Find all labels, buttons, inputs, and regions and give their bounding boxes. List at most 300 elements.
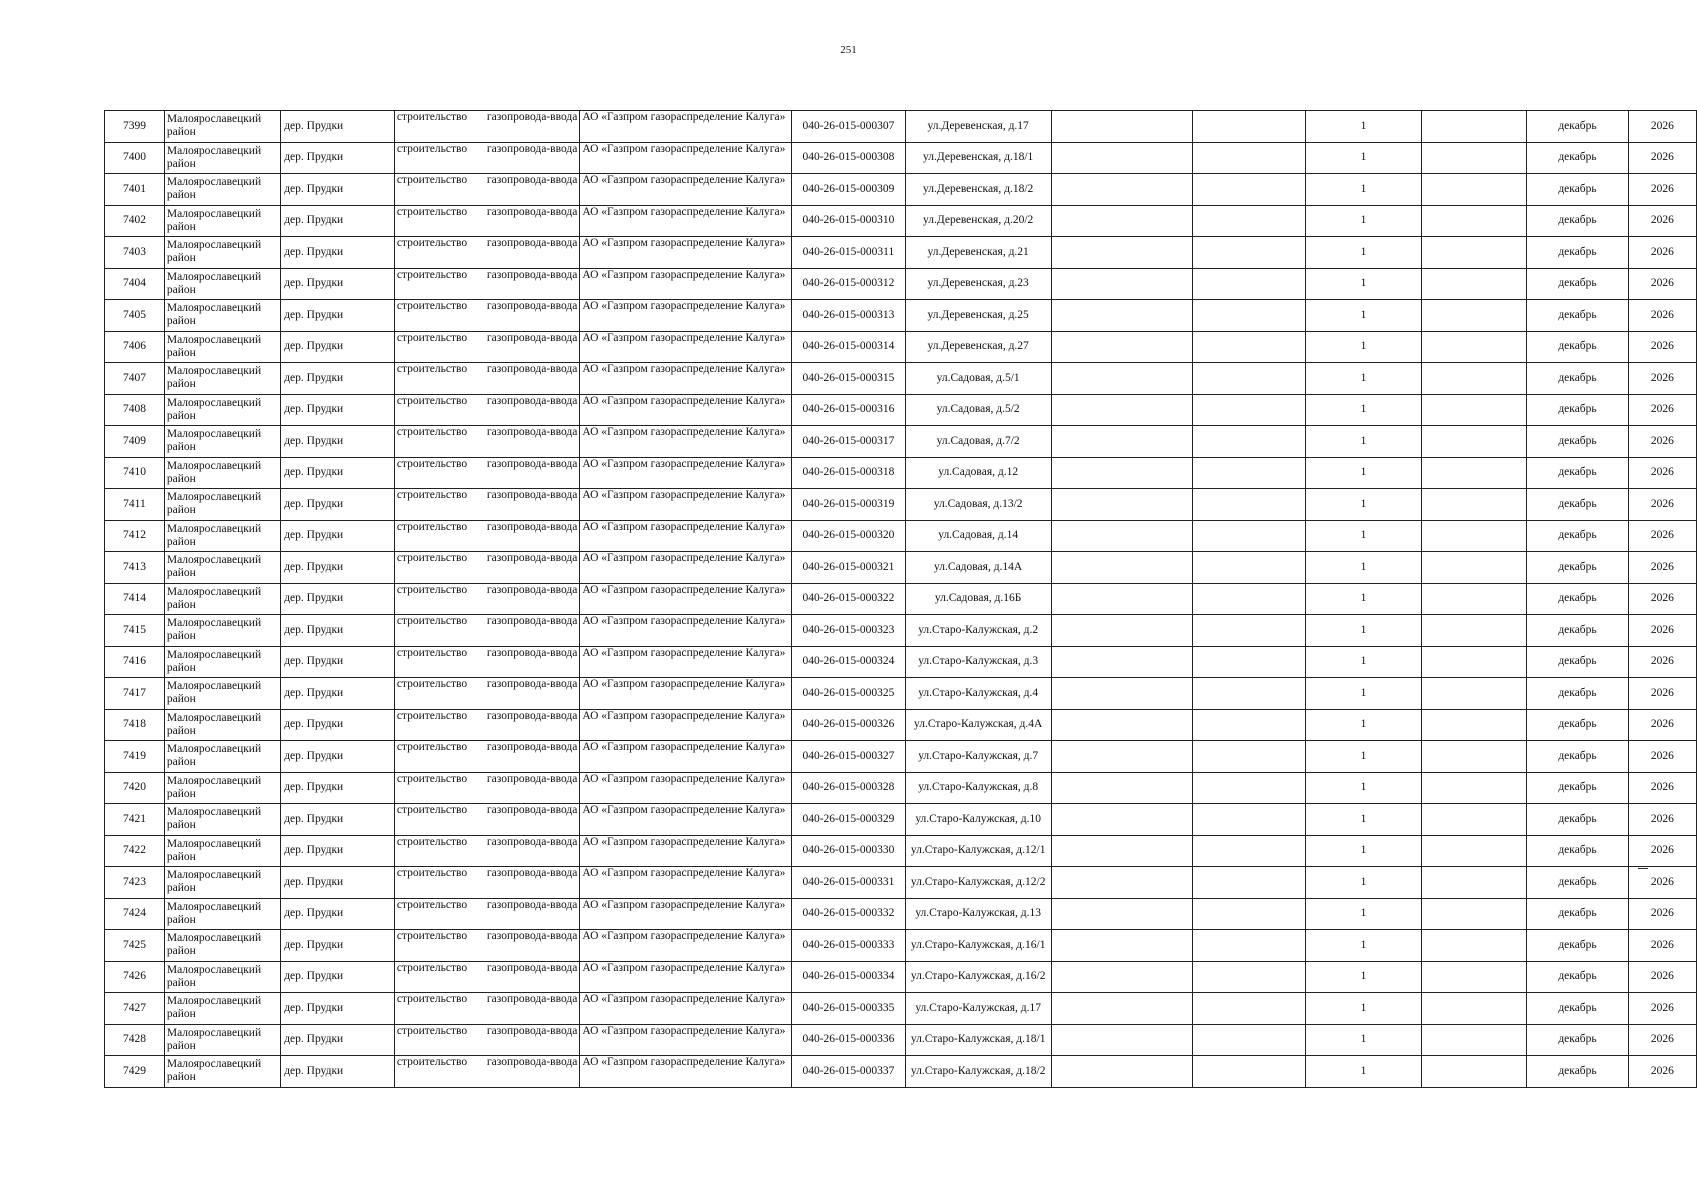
settlement-cell: дер. Прудки — [281, 552, 395, 584]
address-cell: ул.Деревенская, д.27 — [905, 331, 1051, 363]
quantity-cell: 1 — [1305, 583, 1421, 615]
organization-cell — [580, 804, 792, 836]
row-number: 7423 — [105, 867, 165, 899]
empty-cell — [1051, 331, 1193, 363]
organization-cell — [580, 961, 792, 993]
district-cell: Малоярославецкий район — [164, 930, 280, 962]
empty-cell — [1193, 930, 1305, 962]
month-cell: декабрь — [1527, 426, 1629, 458]
organization-text: АО «Газпром газораспределение Калуга» — [582, 300, 786, 312]
settlement-cell: дер. Прудки — [281, 615, 395, 647]
page-number: 251 — [840, 44, 857, 56]
row-number: 7413 — [105, 552, 165, 584]
organization-text: АО «Газпром газораспределение Калуга» — [582, 268, 786, 281]
empty-cell — [1422, 237, 1527, 269]
month-cell: декабрь — [1527, 300, 1629, 332]
object-code-cell: 040-26-015-000332 — [792, 898, 905, 930]
address-cell: ул.Садовая, д.5/2 — [905, 394, 1051, 426]
quantity-cell: 1 — [1305, 1056, 1421, 1088]
organization-text: АО «Газпром газораспределение Калуга» — [582, 930, 786, 942]
settlement-cell: дер. Прудки — [281, 142, 395, 174]
empty-cell — [1193, 867, 1305, 899]
district-cell: Малоярославецкий район — [164, 457, 280, 489]
row-number: 7429 — [105, 1056, 165, 1088]
empty-cell — [1422, 993, 1527, 1025]
district-cell: Малоярославецкий район — [164, 426, 280, 458]
empty-cell — [1051, 174, 1193, 206]
object-code-cell: 040-26-015-000309 — [792, 174, 905, 206]
year-cell: 2026 — [1628, 457, 1696, 489]
month-cell: декабрь — [1527, 646, 1629, 678]
row-number: 7408 — [105, 394, 165, 426]
object-code-cell: 040-26-015-000312 — [792, 268, 905, 300]
work-type-cell — [394, 300, 580, 332]
empty-cell — [1422, 394, 1527, 426]
organization-cell — [580, 615, 792, 647]
table-row — [105, 772, 1697, 804]
object-code-cell: 040-26-015-000325 — [792, 678, 905, 710]
empty-cell — [1422, 457, 1527, 489]
year-cell: 2026 — [1628, 1024, 1696, 1056]
work-type-cell — [394, 835, 580, 867]
empty-cell — [1422, 741, 1527, 773]
organization-cell — [580, 583, 792, 615]
district-cell: Малоярославецкий район — [164, 961, 280, 993]
empty-cell — [1193, 489, 1305, 521]
empty-cell — [1422, 804, 1527, 836]
organization-cell — [580, 237, 792, 269]
table-row — [105, 111, 1697, 143]
address-cell: ул.Старо-Калужская, д.3 — [905, 646, 1051, 678]
organization-cell — [580, 205, 792, 237]
table-row — [105, 646, 1697, 678]
year-cell: 2026 — [1628, 300, 1696, 332]
organization-cell — [580, 1024, 792, 1056]
organization-cell — [580, 111, 792, 143]
empty-cell — [1051, 583, 1193, 615]
settlement-cell: дер. Прудки — [281, 930, 395, 962]
empty-cell — [1051, 142, 1193, 174]
month-cell: декабрь — [1527, 741, 1629, 773]
year-cell: 2026 — [1628, 394, 1696, 426]
year-cell: 2026 — [1628, 237, 1696, 269]
work-type-cell — [394, 111, 580, 143]
empty-cell — [1051, 898, 1193, 930]
empty-cell — [1051, 804, 1193, 836]
empty-cell — [1051, 930, 1193, 962]
table-row — [105, 1056, 1697, 1088]
quantity-cell: 1 — [1305, 709, 1421, 741]
table-row — [105, 741, 1697, 773]
table-row — [105, 583, 1697, 615]
settlement-cell: дер. Прудки — [281, 489, 395, 521]
year-cell: 2026 — [1628, 331, 1696, 363]
table-row — [105, 930, 1697, 962]
address-cell: ул.Старо-Калужская, д.2 — [905, 615, 1051, 647]
work-type-cell — [394, 646, 580, 678]
empty-cell — [1193, 426, 1305, 458]
month-cell: декабрь — [1527, 520, 1629, 552]
empty-cell — [1422, 174, 1527, 206]
empty-cell — [1422, 426, 1527, 458]
organization-cell — [580, 142, 792, 174]
address-cell: ул.Деревенская, д.21 — [905, 237, 1051, 269]
settlement-cell: дер. Прудки — [281, 867, 395, 899]
organization-cell — [580, 552, 792, 584]
district-cell: Малоярославецкий район — [164, 898, 280, 930]
address-cell: ул.Старо-Калужская, д.18/1 — [905, 1024, 1051, 1056]
organization-text: АО «Газпром газораспределение Калуга» — [582, 237, 786, 249]
empty-cell — [1193, 709, 1305, 741]
empty-cell — [1051, 457, 1193, 489]
month-cell: декабрь — [1527, 804, 1629, 836]
settlement-cell: дер. Прудки — [281, 898, 395, 930]
object-code-cell: 040-26-015-000313 — [792, 300, 905, 332]
quantity-cell: 1 — [1305, 835, 1421, 867]
quantity-cell: 1 — [1305, 363, 1421, 395]
work-type-cell — [394, 489, 580, 521]
district-cell: Малоярославецкий район — [164, 489, 280, 521]
address-cell: ул.Деревенская, д.23 — [905, 268, 1051, 300]
empty-cell — [1051, 205, 1193, 237]
organization-text: АО «Газпром газораспределение Калуга» — [582, 111, 786, 123]
table-row — [105, 961, 1697, 993]
organization-cell — [580, 709, 792, 741]
margin-mark — [1638, 868, 1648, 869]
organization-text: АО «Газпром газораспределение Калуга» — [582, 741, 786, 753]
table-row — [105, 678, 1697, 710]
organization-cell — [580, 741, 792, 773]
year-cell: 2026 — [1628, 363, 1696, 395]
object-code-cell: 040-26-015-000317 — [792, 426, 905, 458]
district-cell: Малоярославецкий район — [164, 709, 280, 741]
work-type-text: строительство газопровода-ввода — [396, 615, 578, 627]
empty-cell — [1422, 678, 1527, 710]
empty-cell — [1422, 111, 1527, 143]
address-cell: ул.Садовая, д.13/2 — [905, 489, 1051, 521]
empty-cell — [1422, 489, 1527, 521]
work-type-cell — [394, 961, 580, 993]
quantity-cell: 1 — [1305, 520, 1421, 552]
month-cell: декабрь — [1527, 835, 1629, 867]
work-type-text: строительство газопровода-ввода — [396, 331, 578, 344]
work-type-cell — [394, 363, 580, 395]
organization-text: АО «Газпром газораспределение Калуга» — [582, 363, 786, 375]
row-number: 7428 — [105, 1024, 165, 1056]
work-type-cell — [394, 678, 580, 710]
row-number: 7416 — [105, 646, 165, 678]
year-cell: 2026 — [1628, 174, 1696, 206]
quantity-cell: 1 — [1305, 489, 1421, 521]
district-cell: Малоярославецкий район — [164, 741, 280, 773]
work-type-cell — [394, 1024, 580, 1056]
quantity-cell: 1 — [1305, 174, 1421, 206]
address-cell: ул.Садовая, д.14 — [905, 520, 1051, 552]
organization-text: АО «Газпром газораспределение Калуга» — [582, 709, 786, 722]
district-cell: Малоярославецкий район — [164, 552, 280, 584]
year-cell: 2026 — [1628, 993, 1696, 1025]
empty-cell — [1422, 709, 1527, 741]
year-cell: 2026 — [1628, 961, 1696, 993]
work-type-text: строительство газопровода-ввода — [396, 1024, 578, 1037]
work-type-cell — [394, 993, 580, 1025]
address-cell: ул.Садовая, д.7/2 — [905, 426, 1051, 458]
year-cell: 2026 — [1628, 489, 1696, 521]
row-number: 7406 — [105, 331, 165, 363]
month-cell: декабрь — [1527, 898, 1629, 930]
work-type-text: строительство газопровода-ввода — [396, 709, 578, 722]
quantity-cell: 1 — [1305, 300, 1421, 332]
object-code-cell: 040-26-015-000310 — [792, 205, 905, 237]
table-row — [105, 426, 1697, 458]
empty-cell — [1422, 646, 1527, 678]
empty-cell — [1193, 300, 1305, 332]
work-type-text: строительство газопровода-ввода — [396, 237, 578, 249]
organization-cell — [580, 520, 792, 552]
district-cell: Малоярославецкий район — [164, 1024, 280, 1056]
empty-cell — [1193, 583, 1305, 615]
year-cell: 2026 — [1628, 867, 1696, 899]
month-cell: декабрь — [1527, 772, 1629, 804]
empty-cell — [1193, 678, 1305, 710]
address-cell: ул.Садовая, д.12 — [905, 457, 1051, 489]
month-cell: декабрь — [1527, 615, 1629, 647]
organization-text: АО «Газпром газораспределение Калуга» — [582, 867, 786, 879]
settlement-cell: дер. Прудки — [281, 741, 395, 773]
address-cell: ул.Садовая, д.5/1 — [905, 363, 1051, 395]
empty-cell — [1422, 552, 1527, 584]
empty-cell — [1051, 489, 1193, 521]
address-cell: ул.Деревенская, д.18/1 — [905, 142, 1051, 174]
district-cell: Малоярославецкий район — [164, 583, 280, 615]
organization-text: АО «Газпром газораспределение Калуга» — [582, 583, 786, 596]
district-cell: Малоярославецкий район — [164, 268, 280, 300]
empty-cell — [1193, 520, 1305, 552]
quantity-cell: 1 — [1305, 237, 1421, 269]
month-cell: декабрь — [1527, 678, 1629, 710]
empty-cell — [1422, 268, 1527, 300]
settlement-cell: дер. Прудки — [281, 111, 395, 143]
empty-cell — [1051, 1024, 1193, 1056]
work-type-cell — [394, 583, 580, 615]
quantity-cell: 1 — [1305, 394, 1421, 426]
settlement-cell: дер. Прудки — [281, 678, 395, 710]
object-code-cell: 040-26-015-000318 — [792, 457, 905, 489]
district-cell: Малоярославецкий район — [164, 300, 280, 332]
work-type-cell — [394, 615, 580, 647]
month-cell: декабрь — [1527, 331, 1629, 363]
work-type-text: строительство газопровода-ввода — [396, 363, 578, 375]
year-cell: 2026 — [1628, 709, 1696, 741]
quantity-cell: 1 — [1305, 552, 1421, 584]
organization-text: АО «Газпром газораспределение Калуга» — [582, 993, 786, 1005]
month-cell: декабрь — [1527, 111, 1629, 143]
year-cell: 2026 — [1628, 142, 1696, 174]
quantity-cell: 1 — [1305, 804, 1421, 836]
organization-cell — [580, 331, 792, 363]
year-cell: 2026 — [1628, 426, 1696, 458]
empty-cell — [1422, 1056, 1527, 1088]
object-code-cell: 040-26-015-000315 — [792, 363, 905, 395]
address-cell: ул.Старо-Калужская, д.12/1 — [905, 835, 1051, 867]
district-cell: Малоярославецкий район — [164, 142, 280, 174]
empty-cell — [1193, 394, 1305, 426]
organization-text: АО «Газпром газораспределение Калуга» — [582, 457, 786, 470]
row-number: 7417 — [105, 678, 165, 710]
empty-cell — [1051, 993, 1193, 1025]
object-code-cell: 040-26-015-000316 — [792, 394, 905, 426]
settlement-cell: дер. Прудки — [281, 331, 395, 363]
settlement-cell: дер. Прудки — [281, 363, 395, 395]
work-type-text: строительство газопровода-ввода — [396, 268, 578, 281]
empty-cell — [1422, 1024, 1527, 1056]
work-type-text: строительство газопровода-ввода — [396, 489, 578, 501]
row-number: 7399 — [105, 111, 165, 143]
organization-text: АО «Газпром газораспределение Калуга» — [582, 142, 786, 155]
empty-cell — [1422, 867, 1527, 899]
work-type-text: строительство газопровода-ввода — [396, 835, 578, 848]
work-type-cell — [394, 394, 580, 426]
month-cell: декабрь — [1527, 993, 1629, 1025]
district-cell: Малоярославецкий район — [164, 804, 280, 836]
address-cell: ул.Деревенская, д.25 — [905, 300, 1051, 332]
object-code-cell: 040-26-015-000328 — [792, 772, 905, 804]
year-cell: 2026 — [1628, 111, 1696, 143]
quantity-cell: 1 — [1305, 111, 1421, 143]
row-number: 7422 — [105, 835, 165, 867]
district-cell: Малоярославецкий район — [164, 237, 280, 269]
organization-text: АО «Газпром газораспределение Калуга» — [582, 394, 786, 407]
settlement-cell: дер. Прудки — [281, 993, 395, 1025]
table-row — [105, 300, 1697, 332]
work-type-text: строительство газопровода-ввода — [396, 961, 578, 974]
empty-cell — [1193, 1024, 1305, 1056]
work-type-cell — [394, 331, 580, 363]
organization-text: АО «Газпром газораспределение Калуга» — [582, 898, 786, 911]
district-cell: Малоярославецкий район — [164, 678, 280, 710]
work-type-text: строительство газопровода-ввода — [396, 205, 578, 218]
quantity-cell: 1 — [1305, 898, 1421, 930]
address-cell: ул.Старо-Калужская, д.4 — [905, 678, 1051, 710]
table-row — [105, 835, 1697, 867]
empty-cell — [1422, 961, 1527, 993]
object-code-cell: 040-26-015-000334 — [792, 961, 905, 993]
empty-cell — [1051, 111, 1193, 143]
table-row — [105, 552, 1697, 584]
table-row — [105, 331, 1697, 363]
empty-cell — [1051, 741, 1193, 773]
settlement-cell: дер. Прудки — [281, 268, 395, 300]
quantity-cell: 1 — [1305, 772, 1421, 804]
year-cell: 2026 — [1628, 646, 1696, 678]
empty-cell — [1422, 300, 1527, 332]
table-row — [105, 268, 1697, 300]
object-code-cell: 040-26-015-000337 — [792, 1056, 905, 1088]
empty-cell — [1193, 961, 1305, 993]
work-type-cell — [394, 709, 580, 741]
work-type-text: строительство газопровода-ввода — [396, 520, 578, 533]
table-body — [105, 111, 1697, 1088]
organization-cell — [580, 867, 792, 899]
table-row — [105, 615, 1697, 647]
quantity-cell: 1 — [1305, 646, 1421, 678]
empty-cell — [1193, 205, 1305, 237]
table-row — [105, 520, 1697, 552]
gasification-register-table — [104, 110, 1697, 1088]
district-cell: Малоярославецкий район — [164, 867, 280, 899]
work-type-cell — [394, 867, 580, 899]
quantity-cell: 1 — [1305, 142, 1421, 174]
year-cell: 2026 — [1628, 520, 1696, 552]
empty-cell — [1193, 142, 1305, 174]
organization-cell — [580, 300, 792, 332]
organization-text: АО «Газпром газораспределение Калуга» — [582, 174, 786, 186]
work-type-text: строительство газопровода-ввода — [396, 804, 578, 816]
quantity-cell: 1 — [1305, 930, 1421, 962]
month-cell: декабрь — [1527, 867, 1629, 899]
empty-cell — [1051, 1056, 1193, 1088]
organization-cell — [580, 993, 792, 1025]
address-cell: ул.Садовая, д.16Б — [905, 583, 1051, 615]
organization-text: АО «Газпром газораспределение Калуга» — [582, 961, 786, 974]
table-row — [105, 898, 1697, 930]
empty-cell — [1051, 237, 1193, 269]
work-type-cell — [394, 741, 580, 773]
empty-cell — [1193, 111, 1305, 143]
settlement-cell: дер. Прудки — [281, 646, 395, 678]
row-number: 7426 — [105, 961, 165, 993]
address-cell: ул.Старо-Калужская, д.16/1 — [905, 930, 1051, 962]
empty-cell — [1422, 772, 1527, 804]
empty-cell — [1193, 331, 1305, 363]
address-cell: ул.Старо-Калужская, д.7 — [905, 741, 1051, 773]
object-code-cell: 040-26-015-000322 — [792, 583, 905, 615]
month-cell: декабрь — [1527, 268, 1629, 300]
year-cell: 2026 — [1628, 615, 1696, 647]
work-type-text: строительство газопровода-ввода — [396, 552, 578, 564]
organization-cell — [580, 678, 792, 710]
address-cell: ул.Старо-Калужская, д.17 — [905, 993, 1051, 1025]
quantity-cell: 1 — [1305, 1024, 1421, 1056]
empty-cell — [1193, 1056, 1305, 1088]
address-cell: ул.Старо-Калужская, д.12/2 — [905, 867, 1051, 899]
work-type-text: строительство газопровода-ввода — [396, 426, 578, 438]
row-number: 7402 — [105, 205, 165, 237]
settlement-cell: дер. Прудки — [281, 205, 395, 237]
organization-text: АО «Газпром газораспределение Калуга» — [582, 520, 786, 533]
empty-cell — [1193, 363, 1305, 395]
table-row — [105, 804, 1697, 836]
district-cell: Малоярославецкий район — [164, 835, 280, 867]
organization-text: АО «Газпром газораспределение Калуга» — [582, 205, 786, 218]
row-number: 7427 — [105, 993, 165, 1025]
quantity-cell: 1 — [1305, 268, 1421, 300]
district-cell: Малоярославецкий район — [164, 646, 280, 678]
quantity-cell: 1 — [1305, 961, 1421, 993]
organization-text: АО «Газпром газораспределение Калуга» — [582, 772, 786, 785]
object-code-cell: 040-26-015-000326 — [792, 709, 905, 741]
settlement-cell: дер. Прудки — [281, 583, 395, 615]
quantity-cell: 1 — [1305, 205, 1421, 237]
year-cell: 2026 — [1628, 205, 1696, 237]
table-row — [105, 363, 1697, 395]
empty-cell — [1422, 583, 1527, 615]
organization-cell — [580, 646, 792, 678]
empty-cell — [1051, 961, 1193, 993]
empty-cell — [1193, 741, 1305, 773]
year-cell: 2026 — [1628, 898, 1696, 930]
empty-cell — [1422, 615, 1527, 647]
